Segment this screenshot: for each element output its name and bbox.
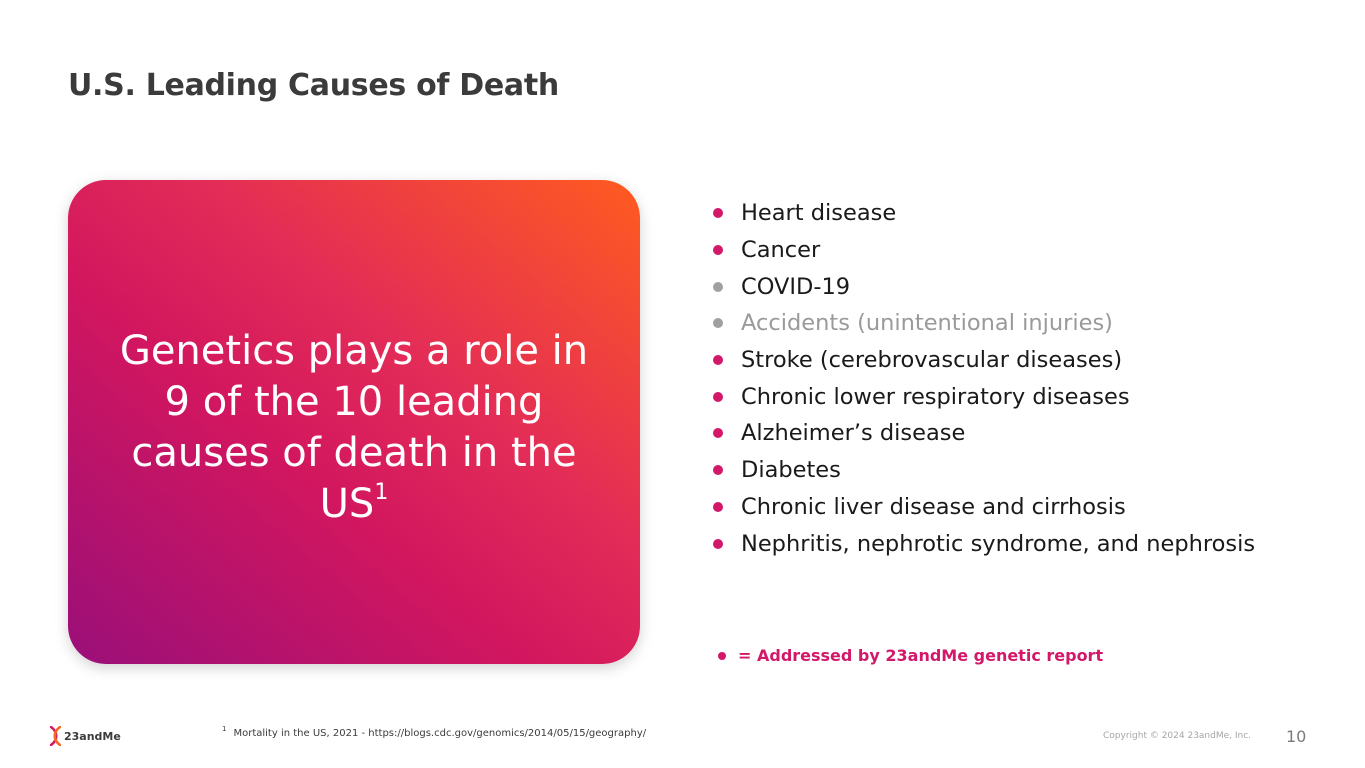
callout-text	[119, 326, 589, 530]
list-item	[713, 342, 1255, 379]
list-item	[713, 452, 1255, 489]
cause-label: Accidents (unintentional injuries)	[741, 310, 1113, 337]
list-item	[713, 195, 1255, 232]
cause-label: Nephritis, nephrotic syndrome, and nephrosis	[741, 530, 1256, 557]
bullet-icon	[713, 208, 723, 218]
callout-footnote-marker: 1	[374, 480, 389, 505]
bullet-icon	[713, 318, 723, 328]
company-logo	[50, 726, 121, 746]
genetics-callout-card	[68, 180, 640, 664]
legend	[716, 646, 1103, 665]
list-item	[713, 415, 1255, 452]
list-item	[713, 378, 1255, 415]
bullet-icon	[713, 428, 723, 438]
cause-label: Chronic lower respiratory diseases	[741, 383, 1130, 410]
list-item	[713, 232, 1255, 269]
cause-label: Stroke (cerebrovascular diseases)	[741, 347, 1123, 374]
bullet-icon	[713, 539, 723, 549]
footnote-marker: 1	[222, 725, 227, 733]
list-item	[713, 525, 1255, 562]
bullet-icon	[713, 282, 723, 292]
callout-text-body: Genetics plays a role in 9 of the 10 leading causes of death in the US	[119, 328, 589, 527]
bullet-icon	[713, 355, 723, 365]
bullet-icon	[713, 245, 723, 255]
logo-text: 23andMe	[64, 729, 121, 743]
cause-label: Heart disease	[741, 200, 897, 227]
cause-label: Chronic liver disease and cirrhosis	[741, 493, 1126, 520]
causes-of-death-list	[713, 195, 1255, 562]
helix-logo-icon	[50, 726, 61, 746]
cause-label: Diabetes	[741, 457, 841, 484]
bullet-icon	[713, 392, 723, 402]
cause-label: Alzheimer’s disease	[741, 420, 966, 447]
cause-label: Cancer	[741, 237, 821, 264]
bullet-icon	[713, 465, 723, 475]
list-item	[713, 305, 1255, 342]
list-item	[713, 268, 1255, 305]
list-item	[713, 489, 1255, 526]
copyright: Copyright © 2024 23andMe, Inc.	[1103, 731, 1252, 741]
legend-text: = Addressed by 23andMe genetic report	[738, 646, 1104, 665]
footnote	[222, 725, 646, 739]
bullet-icon	[713, 502, 723, 512]
footnote-text: Mortality in the US, 2021 - https://blogs.cdc.gov/genomics/2014/05/15/geography/	[233, 728, 647, 739]
page-number: 10	[1286, 727, 1307, 746]
legend-bullet-icon	[718, 652, 726, 660]
cause-label: COVID-19	[741, 273, 851, 300]
page-title: U.S. Leading Causes of Death	[68, 68, 559, 103]
